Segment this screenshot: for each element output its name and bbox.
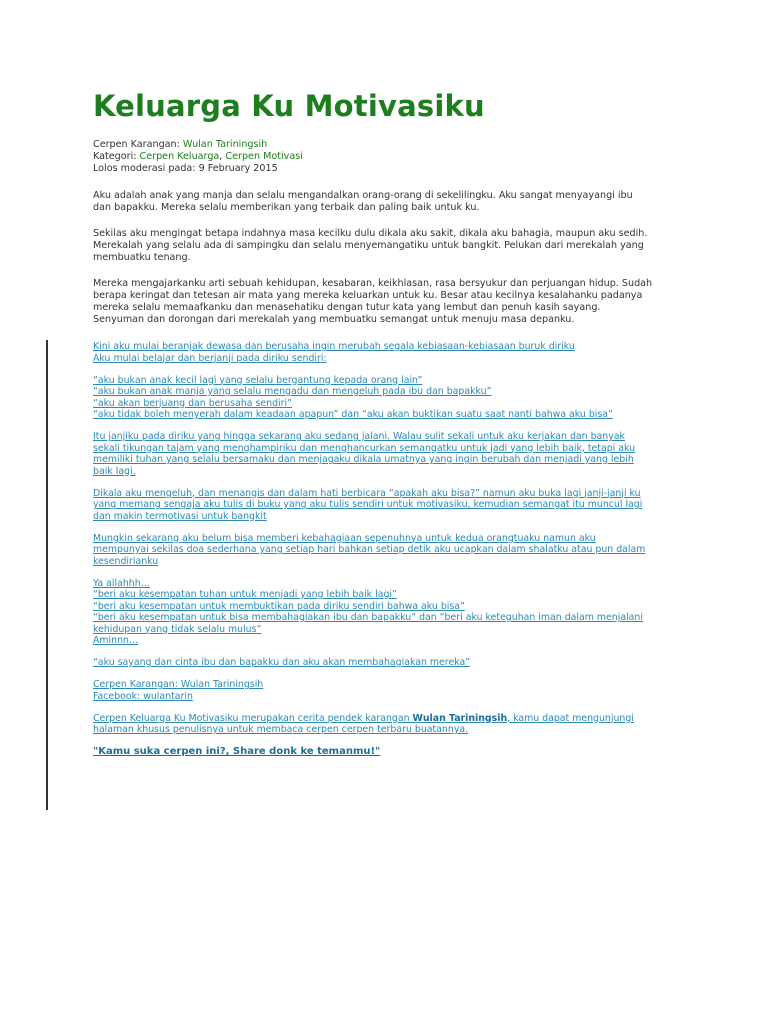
story-line[interactable]: Aku mulai belajar dan berjanji pada diriku sendiri: [93, 352, 327, 364]
author-credit-line[interactable]: Cerpen Karangan: Wulan Tariningsih [93, 679, 264, 690]
summary-text[interactable] [93, 713, 653, 736]
story-line[interactable]: “aku bukan anak kecil lagi yang selalu bergantung kepada orang lain” [93, 374, 423, 386]
page-title: Keluarga Ku Motivasiku [93, 89, 485, 123]
story-paragraph-3 [93, 431, 653, 477]
summary-before: Cerpen Keluarga Ku Motivasiku merupakan cerita pendek karangan [93, 712, 413, 724]
story-paragraph-2 [93, 375, 653, 421]
intro-text [93, 190, 653, 340]
category-separator: , [219, 151, 223, 162]
blockquote-bar [46, 340, 48, 810]
story-line[interactable]: “beri aku kesempatan untuk membuktikan pada diriku sendiri bahwa aku bisa” [93, 600, 465, 612]
share-row [93, 746, 653, 758]
category-label: Kategori: [93, 151, 137, 162]
story-line[interactable]: “beri aku kesempatan tuhan untuk menjadi yang lebih baik lagi” [93, 589, 397, 600]
story-line[interactable]: Ya allahhh… [93, 577, 151, 589]
share-prompt[interactable]: "Kamu suka cerpen ini?, Share donk ke temanmu!" [93, 746, 381, 757]
story-line[interactable]: Aminnn… [93, 635, 139, 646]
intro-paragraph-2: Sekilas aku mengingat betapa indahnya masa kecilku dulu dikala aku sakit, dikala aku bahagia, maupun aku sedih. Merekalah yang selalu ada di sampingku dan selalu menyemangatiku untuk bangkit. Pelukan dari merekalah yang membuatku tenang. [93, 228, 648, 263]
story-paragraph-1 [93, 341, 653, 364]
story-text[interactable]: Dikala aku mengeluh, dan menangis dan dalam hati berbicara “apakah aku bisa?” namun aku buka lagi janji-janji ku yang memang sengaja aku tulis di buku yang aku tulis sendiri untuk motivasiku, kemudian semangat itu muncul lagi dan makin termotivasi untuk bangkit [93, 487, 643, 522]
story-line[interactable]: “beri aku kesempatan untuk bisa membahagiakan ibu dan bapakku” dan “beri aku keteguhan iman dalam menjalani kehidupan yang tidak selalu mulus” [93, 612, 643, 635]
story-meta [93, 139, 303, 175]
moderation-date: Lolos moderasi pada: 9 February 2015 [93, 163, 278, 174]
story-paragraph-4 [93, 488, 653, 523]
story-paragraph-7 [93, 657, 653, 669]
intro-paragraph-1: Aku adalah anak yang manja dan selalu mengandalkan orang-orang di sekelilingku. Aku sangat menyayangi ibu dan bapakku. Mereka selalu memberikan yang terbaik dan paling baik untuk ku. [93, 190, 633, 213]
story-link-block[interactable] [93, 341, 653, 768]
story-summary [93, 713, 653, 736]
story-text[interactable]: Mungkin sekarang aku belum bisa memberi kebahagiaan sepenuhnya untuk kedua orangtuaku namun aku mempunyai sekilas doa sederhana yang setiap hari bahkan setiap detik aku ucapkan dalam shalatku atau pun dalam kesendirianku [93, 532, 646, 567]
category-link-motivasi[interactable]: Cerpen Motivasi [225, 151, 303, 162]
summary-after: , kamu dapat mengunjungi halaman khusus penulisnya untuk membaca cerpen cerpen terbaru buatannya. [93, 712, 634, 735]
story-line[interactable]: “aku tidak boleh menyerah dalam keadaan apapun” dan “aku akan buktikan suatu saat nanti bahwa aku bisa” [93, 409, 613, 420]
story-paragraph-6 [93, 578, 653, 647]
author-link[interactable]: Wulan Tariningsih [182, 139, 268, 150]
category-link-keluarga[interactable]: Cerpen Keluarga [139, 151, 220, 162]
story-paragraph-5 [93, 533, 653, 568]
author-label: Cerpen Karangan: [93, 139, 180, 150]
story-line[interactable]: “aku bukan anak manja yang selalu mengadu dan mengeluh pada ibu dan bapakku” [93, 386, 492, 397]
facebook-line[interactable]: Facebook: wulantarin [93, 690, 193, 702]
story-line[interactable]: “aku akan berjuang dan berusaha sendiri” [93, 397, 292, 409]
story-line[interactable]: “aku sayang dan cinta ibu dan bapakku dan aku akan membahagiakan mereka” [93, 657, 471, 668]
story-line[interactable]: Kini aku mulai beranjak dewasa dan berusaha ingin merubah segala kebiasaan-kebiasaan buruk diriku [93, 341, 575, 352]
intro-paragraph-3: Mereka mengajarkanku arti sebuah kehidupan, kesabaran, keikhlasan, rasa bersyukur dan perjuangan hidup. Sudah berapa keringat dan tetesan air mata yang mereka keluarkan untuk ku. Besar atau kecilnya kesalahanku padanya mereka selalu memaafkanku dan menasehatiku dengan tutur kata yang lembut dan penuh kasih sayang. Senyuman dan dorongan dari merekalah yang membuatku semangat untuk menuju masa depanku. [93, 278, 653, 325]
category-row [93, 151, 303, 163]
author-credit [93, 679, 653, 702]
story-text[interactable]: Itu janjiku pada diriku yang hingga sekarang aku sedang jalani. Walau sulit sekali untuk aku kerjakan dan banyak sekali tikungan tajam yang menghampiriku dan menghancurkan semangatku untuk jadi yang lebih baik, tetapi aku memiliki tuhan yang selalu bersamaku dan menjagaku dikala umatnya yang ingin berubah dan menjadi yang lebih baik lagi. [93, 431, 636, 477]
summary-author[interactable]: Wulan Tariningsih [412, 712, 508, 724]
author-row [93, 139, 303, 151]
